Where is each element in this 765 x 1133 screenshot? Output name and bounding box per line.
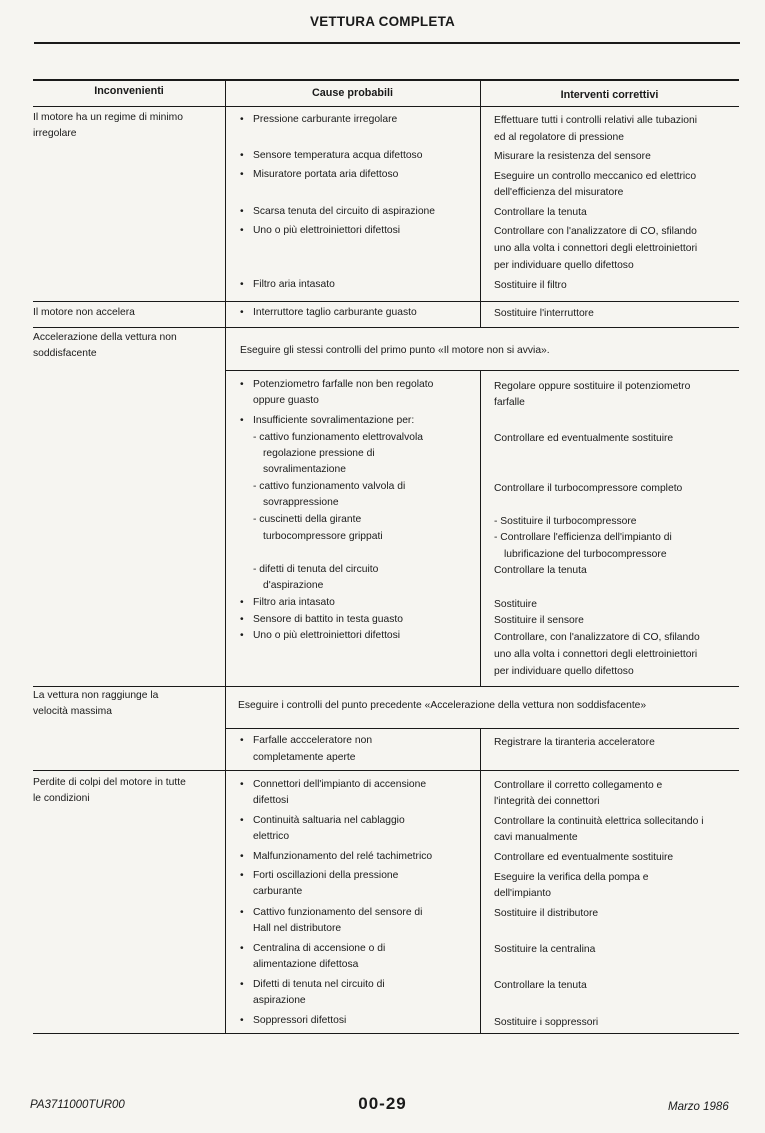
action-text: Eseguire un controllo meccanico ed elettrico: [494, 171, 697, 182]
cause-text: Insufficiente sovralimentazione per:: [253, 415, 415, 426]
bullet: •: [240, 815, 244, 826]
action-text: Sostituire i soppressori: [494, 1017, 599, 1028]
cause-text: Connettori dell'impianto di accensione: [253, 779, 427, 790]
cause-text: oppure guasto: [253, 395, 319, 406]
cause-text: - cattivo funzionamento valvola di: [253, 481, 406, 492]
cause-text: Cattivo funzionamento del sensore di: [253, 907, 423, 918]
cause-text: Hall nel distributore: [253, 923, 342, 934]
bullet: •: [240, 1015, 244, 1026]
action-text: cavi manualmente: [494, 832, 578, 843]
bullet: •: [240, 870, 244, 881]
cause-text: difettosi: [253, 795, 289, 806]
action-text: uno alla volta i connettori degli elettroiniettori: [494, 649, 698, 660]
bullet: •: [240, 415, 244, 426]
header-rule: [33, 106, 739, 107]
action-text: Controllare la tenuta: [494, 565, 587, 576]
action-text: Misurare la resistenza del sensore: [494, 151, 651, 162]
cause-text: d'aspirazione: [263, 580, 324, 591]
action-text: lubrificazione del turbocompressore: [504, 549, 667, 560]
action-text: ed al regolatore di pressione: [494, 132, 624, 143]
cause-text: Soppressori difettosi: [253, 1015, 347, 1026]
cause-text: Forti oscillazioni della pressione: [253, 870, 399, 881]
cause-text: Difetti di tenuta nel circuito di: [253, 979, 385, 990]
cause-text: completamente aperte: [253, 752, 356, 763]
action-text: Controllare, con l'analizzatore di CO, sfilando: [494, 632, 700, 643]
cause-text: Scarsa tenuta del circuito di aspirazione: [253, 206, 436, 217]
title-rule: [34, 42, 740, 44]
page-number: 00-29: [358, 1094, 407, 1113]
cause-text: aspirazione: [253, 995, 306, 1006]
cause-text: - cuscinetti della girante: [253, 514, 362, 525]
problem-text: Accelerazione della vettura non: [33, 332, 177, 343]
action-text: Controllare la tenuta: [494, 207, 587, 218]
problem-text: velocità massima: [33, 706, 112, 717]
cause-text: Filtro aria intasato: [253, 597, 335, 608]
header-cause: Cause probabili: [312, 87, 393, 99]
action-text: Sostituire il sensore: [494, 615, 584, 626]
page-title: VETTURA COMPLETA: [310, 14, 455, 29]
cause-text: Uno o più elettroiniettori difettosi: [253, 630, 401, 641]
header-inconvenienti: Inconvenienti: [94, 85, 164, 97]
bullet: •: [240, 597, 244, 608]
bullet: •: [240, 735, 244, 746]
action-text: per individuare quello difettoso: [494, 666, 634, 677]
cause-text: Uno o più elettroiniettori difettosi: [253, 225, 401, 236]
cause-text: Centralina di accensione o di: [253, 943, 386, 954]
action-text: per individuare quello difettoso: [494, 260, 634, 271]
action-text: Registrare la tiranteria acceleratore: [494, 737, 655, 748]
problem-text: La vettura non raggiunge la: [33, 690, 159, 701]
bullet: •: [240, 630, 244, 641]
subrow-rule: [225, 728, 739, 729]
row-rule: [33, 686, 739, 687]
action-text: Regolare oppure sostituire il potenziometro: [494, 381, 691, 392]
action-text: l'integrità dei connettori: [494, 796, 600, 807]
cause-text: sovralimentazione: [263, 464, 346, 475]
note-text: Eseguire gli stessi controlli del primo punto «Il motore non si avvia».: [240, 345, 550, 356]
action-text: dell'efficienza del misuratore: [494, 187, 624, 198]
action-text: Controllare ed eventualmente sostituire: [494, 852, 674, 863]
action-text: Sostituire il distributore: [494, 908, 599, 919]
cause-text: regolazione pressione di: [263, 448, 375, 459]
bullet: •: [240, 614, 244, 625]
bullet: •: [240, 169, 244, 180]
cause-text: Malfunzionamento del relé tachimetrico: [253, 851, 433, 862]
action-text: Effettuare tutti i controlli relativi alle tubazioni: [494, 115, 697, 126]
action-text: farfalle: [494, 397, 525, 408]
cause-text: Sensore temperatura acqua difettoso: [253, 150, 423, 161]
header-interventi: Interventi correttivi: [560, 89, 659, 101]
bullet: •: [240, 851, 244, 862]
bullet: •: [240, 379, 244, 390]
action-text: - Controllare l'efficienza dell'impianto di: [494, 532, 672, 543]
action-text: Sostituire la centralina: [494, 944, 596, 955]
problem-text: Perdite di colpi del motore in tutte: [33, 777, 186, 788]
bullet: •: [240, 943, 244, 954]
action-text: Controllare il turbocompressore completo: [494, 483, 683, 494]
action-text: Controllare ed eventualmente sostituire: [494, 433, 674, 444]
subrow-rule: [225, 370, 739, 371]
bullet: •: [240, 779, 244, 790]
cause-text: alimentazione difettosa: [253, 959, 359, 970]
action-text: dell'impianto: [494, 888, 551, 899]
cause-text: elettrico: [253, 831, 290, 842]
cause-text: Pressione carburante irregolare: [253, 114, 398, 125]
cause-text: carburante: [253, 886, 303, 897]
problem-text: le condizioni: [33, 793, 90, 804]
bullet: •: [240, 114, 244, 125]
column-divider: [480, 728, 481, 1033]
cause-text: Potenziometro farfalle non ben regolato: [253, 379, 434, 390]
cause-text: - difetti di tenuta del circuito: [253, 564, 379, 575]
note-text: Eseguire i controlli del punto precedente «Accelerazione della vettura non soddisfacente»: [238, 700, 647, 711]
action-text: Controllare il corretto collegamento e: [494, 780, 663, 791]
action-text: Sostituire l'interruttore: [494, 308, 594, 319]
cause-text: Farfalle accceleratore non: [253, 735, 373, 746]
action-text: Controllare la tenuta: [494, 980, 587, 991]
cause-text: Filtro aria intasato: [253, 279, 335, 290]
column-divider: [480, 79, 481, 327]
cause-text: Continuità saltuaria nel cablaggio: [253, 815, 405, 826]
column-divider: [480, 370, 481, 686]
cause-text: sovrappressione: [263, 497, 339, 508]
row-rule: [33, 301, 739, 302]
bullet: •: [240, 279, 244, 290]
action-text: Controllare con l'analizzatore di CO, sfilando: [494, 226, 697, 237]
bullet: •: [240, 150, 244, 161]
action-text: uno alla volta i connettori degli elettroiniettori: [494, 243, 698, 254]
bullet: •: [240, 206, 244, 217]
column-divider: [225, 79, 226, 1033]
table-top-rule: [33, 79, 739, 81]
bullet: •: [240, 979, 244, 990]
cause-text: Interruttore taglio carburante guasto: [253, 307, 417, 318]
cause-text: - cattivo funzionamento elettrovalvola: [253, 432, 423, 443]
document-code: PA3711000TUR00: [30, 1099, 125, 1111]
problem-text: irregolare: [33, 128, 77, 139]
action-text: Sostituire: [494, 599, 537, 610]
row-rule: [33, 327, 739, 328]
bullet: •: [240, 225, 244, 236]
cause-text: Misuratore portata aria difettoso: [253, 169, 399, 180]
action-text: - Sostituire il turbocompressore: [494, 516, 637, 527]
row-rule: [33, 770, 739, 771]
action-text: Eseguire la verifica della pompa e: [494, 872, 649, 883]
bullet: •: [240, 307, 244, 318]
problem-text: Il motore non accelera: [33, 307, 135, 318]
table-bottom-rule: [33, 1033, 739, 1034]
cause-text: Sensore di battito in testa guasto: [253, 614, 403, 625]
bullet: •: [240, 907, 244, 918]
document-date: Marzo 1986: [668, 1101, 729, 1113]
action-text: Controllare la continuità elettrica sollecitando i: [494, 816, 704, 827]
action-text: Sostituire il filtro: [494, 280, 567, 291]
cause-text: turbocompressore grippati: [263, 531, 383, 542]
problem-text: Il motore ha un regime di minimo: [33, 112, 183, 123]
problem-text: soddisfacente: [33, 348, 97, 359]
